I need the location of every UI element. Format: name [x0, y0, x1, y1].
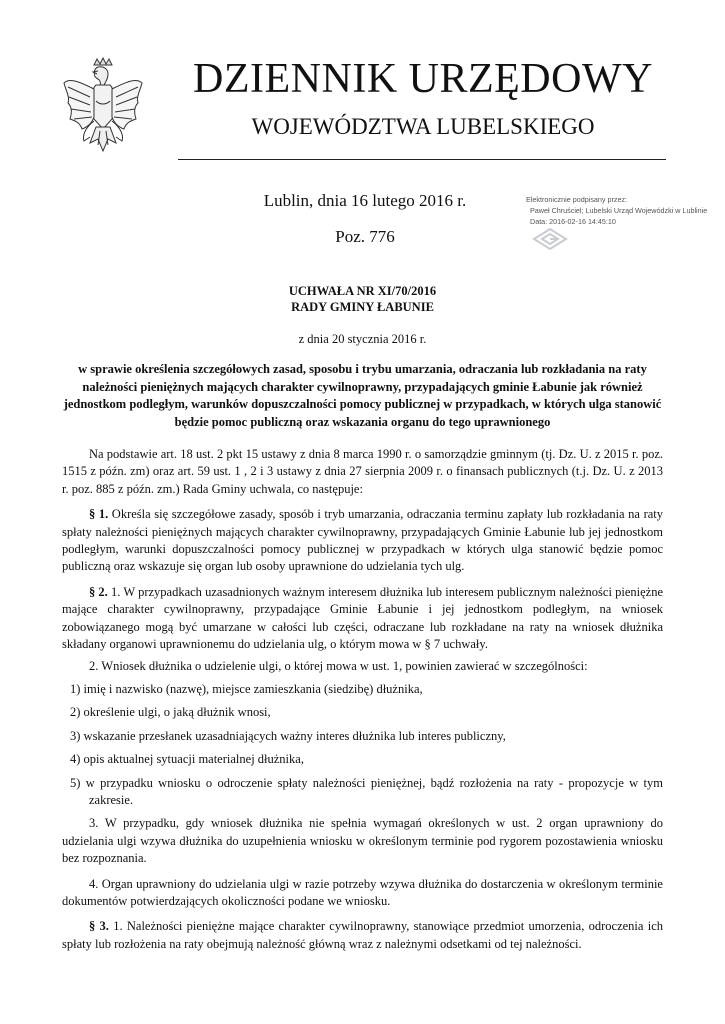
section-2-paragraph-2: 2. Wniosek dłużnika o udzielenie ulgi, o której mowa w ust. 1, powinien zawierać w szczególności:	[89, 659, 588, 674]
resolution-title	[100, 283, 625, 315]
resolution-subject: w sprawie określenia szczegółowych zasad, sposobu i trybu umarzania, odraczania lub rozkładania na raty należności pieniężnych mających charakter cywilnoprawny, przypadających gminie Łabunie jak również jednostkom podległym, warunków dopuszczalności pomocy publicznej w przypadkach, w których ulga stanowić będzie pomoc publiczną oraz wskazania organu do tego uprawnionego	[63, 362, 662, 429]
signature-watermark-icon	[532, 226, 568, 252]
section-2-paragraph-4: 4. Organ uprawniony do udzielania ulgi w razie potrzeby wzywa dłużnika do dostarczenia w określonym terminie dokumentów potwierdzających okoliczności podane we wniosku.	[62, 876, 663, 908]
document-body	[62, 446, 663, 958]
list-item: 1) imię i nazwisko (nazwę), miejsce zamieszkania (siedzibę) dłużnika,	[70, 681, 423, 696]
section-2-text-1: 1. W przypadkach uzasadnionych ważnym interesem dłużnika lub interesem publicznym należności pieniężne mające charakter cywilnoprawny, przypadające Gminie Łabunie i jej jednostkom podległym, na wniosek zobowiązanego mogą być umarzane w całości lub części, odraczane lub rozkładane na raty na wniosek dłużnika składany organowi uprawnionemu do udzielania ulg, o którym mowa w § 7 uchwały.	[62, 584, 664, 652]
electronic-signature-block	[526, 194, 725, 227]
preamble-paragraph: Na podstawie art. 18 ust. 2 pkt 15 ustawy z dnia 8 marca 1990 r. o samorządzie gminnym (tj. Dz. U. z 2015 r. poz. 1515 z późn. zm) oraz art. 59 ust. 1 , 2 i 3 ustawy z dnia 27 sierpnia 2009 r. o finansach publicznych (t.j. Dz. U. z 2013 r. poz. 885 z późn. zm.) Rada Gminy uchwala, co następuje:	[62, 447, 663, 496]
signature-date: Data: 2016-02-16 14:45:10	[530, 217, 616, 226]
masthead-divider	[178, 159, 666, 160]
section-1-text: Określa się szczegółowe zasady, sposób i tryb umarzania, odraczania terminu zapłaty lub rozkładania na raty spłaty należności pieniężnych mających charakter cywilnoprawny, przypadających Gminie Łabunie lub jej jednostkom podległym, warunki dopuszczalności pomocy publicznej w przypadkach w których ulga stanowić będzie pomoc publiczną oraz wskazuje się organ lub osoby uprawnione do udzielania tych ulg.	[62, 507, 663, 574]
list-item: 4) opis aktualnej sytuacji materialnej dłużnika,	[70, 752, 304, 767]
masthead-title: DZIENNIK URZĘDOWY	[193, 56, 653, 102]
masthead-subtitle: WOJEWÓDZTWA LUBELSKIEGO	[251, 114, 595, 139]
publication-position: Poz. 776	[335, 227, 395, 246]
list-item: 2) określenie ulgi, o jaką dłużnik wnosi,	[70, 705, 271, 720]
section-3-label: § 3.	[89, 919, 109, 934]
section-1-label: § 1.	[89, 507, 109, 522]
resolution-number: UCHWAŁA NR XI/70/2016	[288, 284, 437, 298]
section-3-text: 1. Należności pieniężne mające charakter cywilnoprawny, stanowiące przedmiot umorzenia, odroczenia ich spłaty lub rozłożenia na raty obejmują należność główną wraz z należnymi odsetkami od tej należności.	[62, 919, 664, 951]
section-1-paragraph	[62, 506, 663, 576]
coat-of-arms-eagle-icon	[60, 57, 146, 165]
publication-date: Lublin, dnia 16 lutego 2016 r.	[263, 191, 467, 210]
section-2-paragraph-1	[62, 584, 663, 654]
signature-signer: Paweł Chruściel; Lubelski Urząd Wojewódzki w Lublinie	[530, 206, 708, 215]
section-2-label: § 2.	[89, 584, 108, 599]
section-3-paragraph	[62, 918, 663, 953]
list-item: 3) wskazanie przesłanek uzasadniających ważny interes dłużnika lub interes publiczny,	[70, 728, 506, 743]
resolution-date: z dnia 20 stycznia 2016 r.	[298, 332, 427, 346]
signature-heading: Elektronicznie podpisany przez:	[526, 195, 628, 204]
list-item: 5) w przypadku wniosku o odroczenie spłaty należności pieniężnej, bądź rozłożenia na raty - propozycje w tym zakresie.	[70, 775, 663, 807]
section-2-paragraph-3: 3. W przypadku, gdy wniosek dłużnika nie spełnia wymagań określonych w ust. 2 organ uprawniony do udzielania ulgi wzywa dłużnika do uzupełnienia wniosku w określonym terminie pod rygorem pozostawienia wniosku bez rozpoznania.	[62, 816, 663, 866]
resolution-council: RADY GMINY ŁABUNIE	[291, 300, 434, 314]
